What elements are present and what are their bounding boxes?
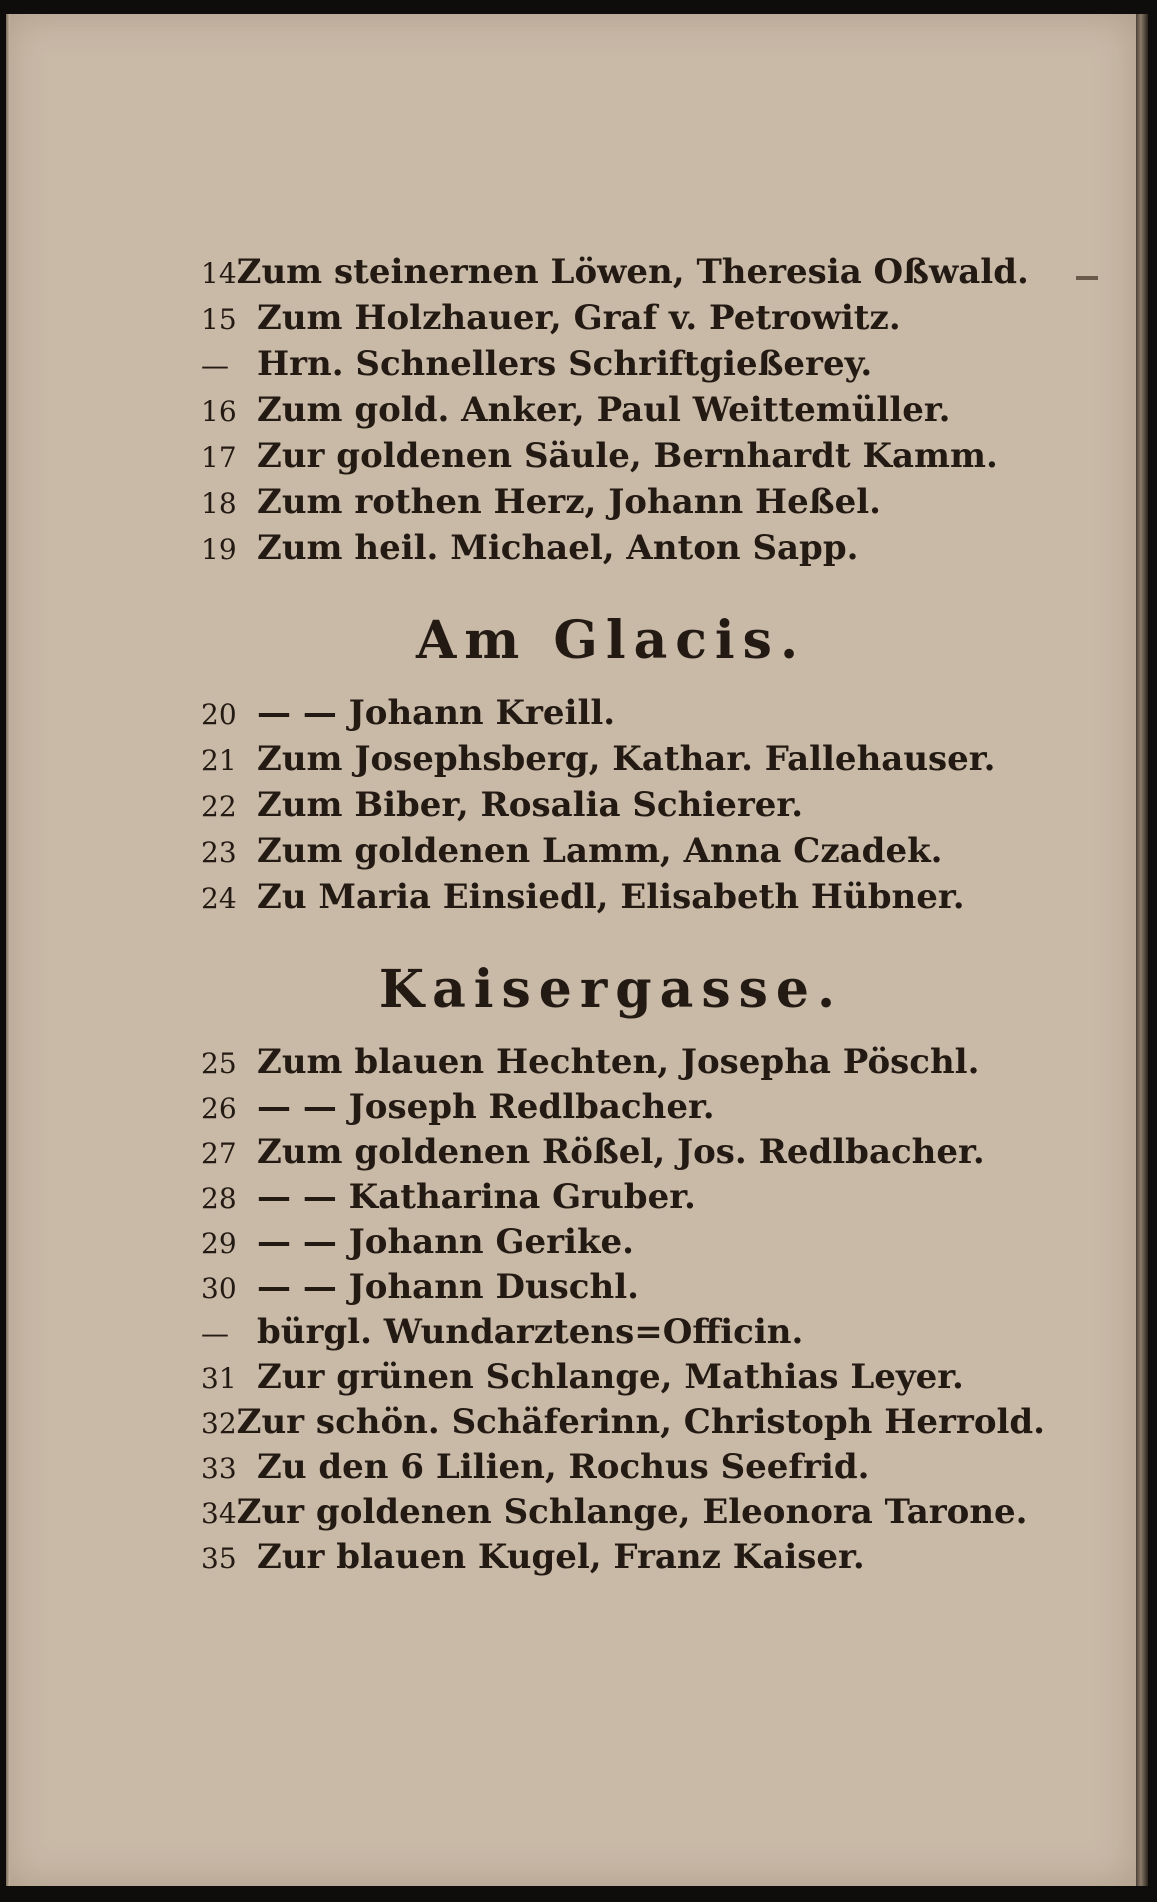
binding-edge	[6, 14, 10, 1886]
entry-number: 34	[201, 1497, 237, 1530]
list-item	[201, 482, 1021, 528]
list-item	[201, 344, 1021, 390]
list-item	[201, 1492, 1028, 1537]
entry-number: —	[201, 349, 229, 382]
entry-text: Zum Holzhauer, Graf v. Petrowitz.	[257, 298, 901, 338]
entry-number: 33	[201, 1452, 237, 1485]
entry-number: 26	[201, 1092, 237, 1125]
section-am-glacis-list	[201, 693, 1021, 923]
entry-text: Zum goldenen Lamm, Anna Czadek.	[257, 831, 943, 871]
entry-number: 24	[201, 882, 237, 915]
entry-text: Zum heil. Michael, Anton Sapp.	[257, 528, 859, 568]
entry-number: 28	[201, 1182, 237, 1215]
entry-number: 19	[201, 533, 237, 566]
list-item	[201, 298, 1021, 344]
entry-text: Zum blauen Hechten, Josepha Pöschl.	[257, 1042, 980, 1082]
list-item	[201, 1177, 1021, 1222]
entry-text: — — Johann Duschl.	[257, 1267, 639, 1307]
list-item	[201, 1447, 1021, 1492]
entry-number: 15	[201, 303, 237, 336]
paper-page	[6, 14, 1136, 1886]
entry-number: 30	[201, 1272, 237, 1305]
entry-text: — — Katharina Gruber.	[257, 1177, 696, 1217]
list-item	[201, 877, 1021, 923]
entry-text: Zum rothen Herz, Johann Heßel.	[257, 482, 881, 522]
list-item	[201, 739, 1021, 785]
entry-number: 20	[201, 698, 237, 731]
entry-text: Zum goldenen Rößel, Jos. Redlbacher.	[257, 1132, 985, 1172]
entry-number: 18	[201, 487, 237, 520]
list-item	[201, 785, 1021, 831]
list-item	[201, 693, 1021, 739]
entry-number: 31	[201, 1362, 237, 1395]
entry-number: 17	[201, 441, 237, 474]
entry-number: 21	[201, 744, 237, 777]
entry-text: Zum gold. Anker, Paul Weittemüller.	[257, 390, 951, 430]
section-heading-am-glacis: Am Glacis.	[415, 610, 807, 671]
entry-number: 27	[201, 1137, 237, 1170]
entry-text: Zur goldenen Säule, Bernhardt Kamm.	[257, 436, 998, 476]
list-item	[201, 390, 1021, 436]
entry-text: — — Johann Kreill.	[257, 693, 616, 733]
entry-text: — — Johann Gerike.	[257, 1222, 634, 1262]
list-item	[201, 1222, 1021, 1267]
entry-number: 29	[201, 1227, 237, 1260]
list-item	[201, 831, 1021, 877]
entry-number: 32	[201, 1407, 237, 1440]
entry-text: Zur grünen Schlange, Mathias Leyer.	[257, 1357, 964, 1397]
entry-number: 22	[201, 790, 237, 823]
entry-text: Zur blauen Kugel, Franz Kaiser.	[257, 1537, 865, 1577]
section-heading-kaisergasse: Kaisergasse.	[378, 959, 844, 1020]
page-edge-shadow	[1136, 14, 1148, 1886]
list-item	[201, 528, 1021, 574]
entry-number: 25	[201, 1047, 237, 1080]
entry-number: 16	[201, 395, 237, 428]
entry-number: 23	[201, 836, 237, 869]
list-item	[201, 1267, 1021, 1312]
list-item	[201, 252, 1029, 298]
entry-text: Zu Maria Einsiedl, Elisabeth Hübner.	[257, 877, 965, 917]
list-item	[201, 1312, 1021, 1357]
entry-text: Zum steinernen Löwen, Theresia Oßwald.	[236, 252, 1029, 292]
section-kaisergasse-list	[201, 1042, 1046, 1582]
entry-text: bürgl. Wundarztens=Officin.	[257, 1312, 804, 1352]
entry-text: Zur schön. Schäferinn, Christoph Herrold.	[236, 1402, 1046, 1442]
list-item	[201, 1357, 1021, 1402]
entry-number: 35	[201, 1542, 237, 1575]
entry-text: Hrn. Schnellers Schriftgießerey.	[257, 344, 873, 384]
entry-text: — — Joseph Redlbacher.	[257, 1087, 715, 1127]
entry-text: Zum Biber, Rosalia Schierer.	[257, 785, 804, 825]
list-item	[201, 436, 1021, 482]
entry-text: Zu den 6 Lilien, Rochus Seefrid.	[257, 1447, 870, 1487]
entry-text: Zur goldenen Schlange, Eleonora Tarone.	[236, 1492, 1028, 1532]
list-item	[201, 1087, 1021, 1132]
list-item	[201, 1042, 1021, 1087]
entry-text: Zum Josephsberg, Kathar. Fallehauser.	[257, 739, 996, 779]
list-item	[201, 1402, 1046, 1447]
entry-number: —	[201, 1317, 229, 1350]
entry-number: 14	[201, 257, 237, 290]
section-continued-list	[201, 252, 1029, 574]
list-item	[201, 1132, 1021, 1177]
directory-listing	[201, 252, 1046, 1582]
margin-mark	[1076, 276, 1098, 280]
list-item	[201, 1537, 1021, 1582]
